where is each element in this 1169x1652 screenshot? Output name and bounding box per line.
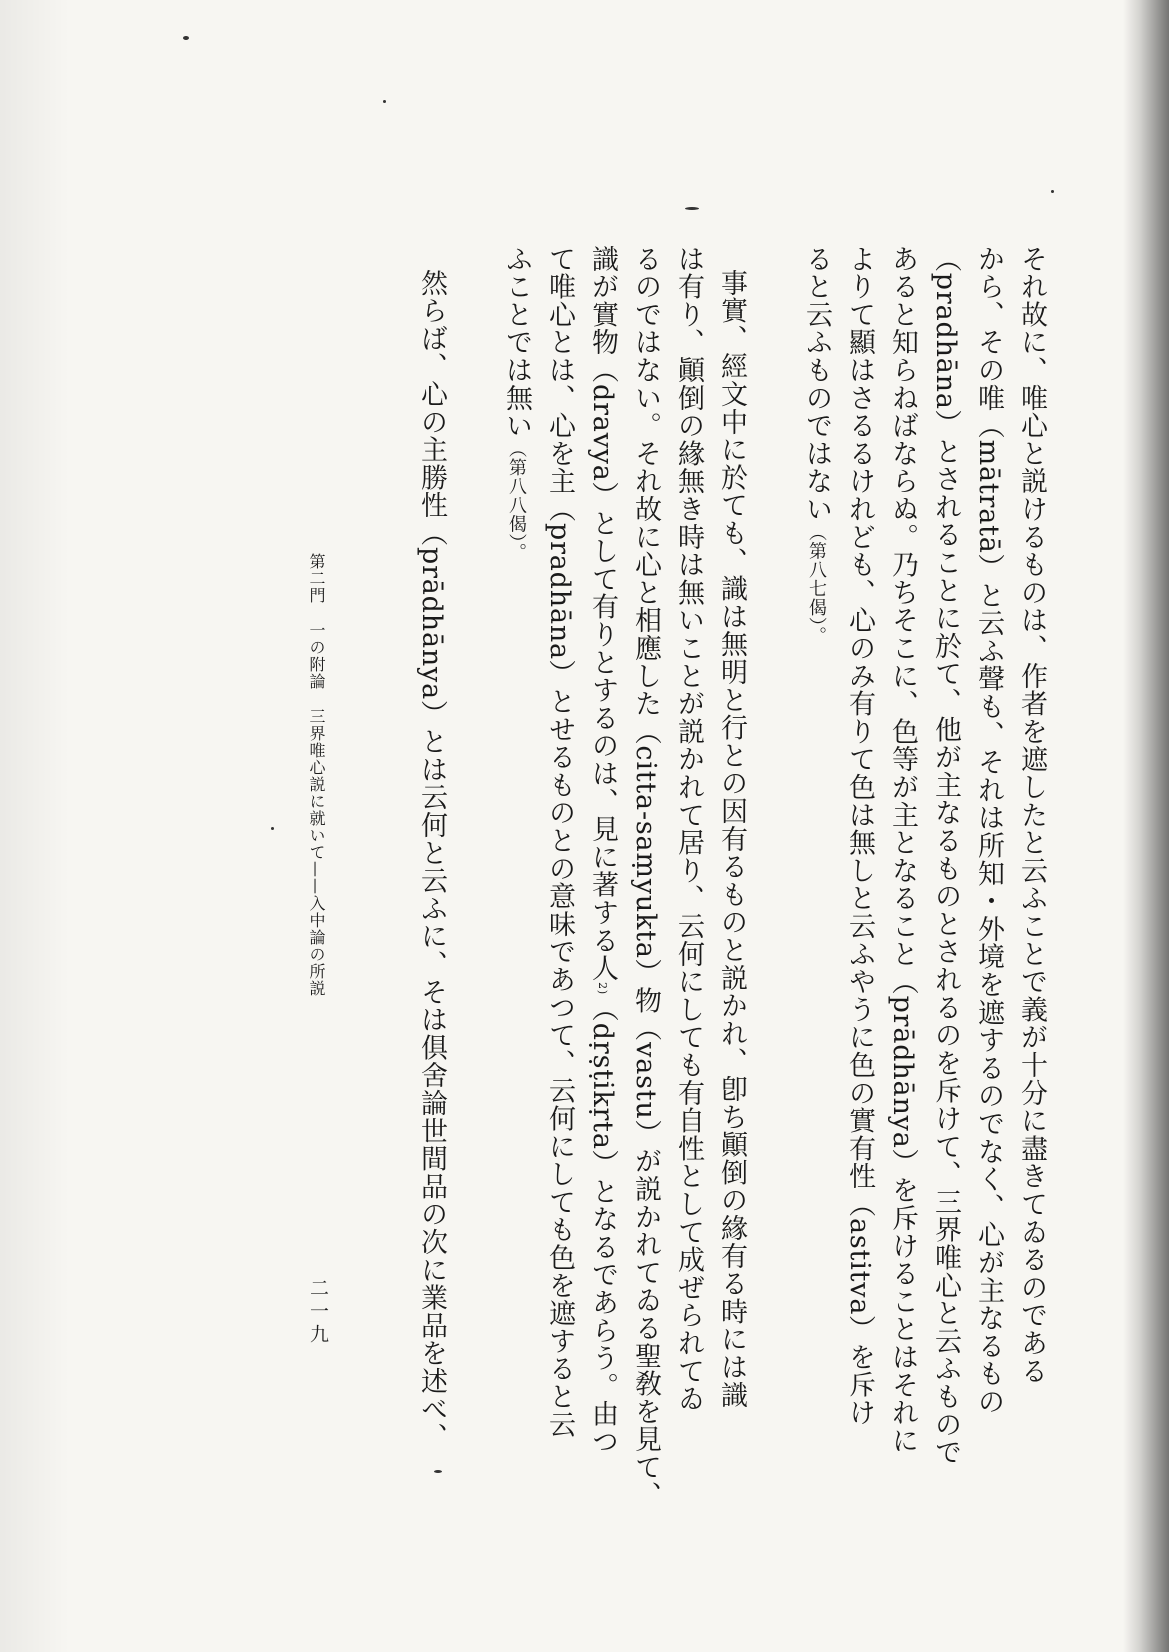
scan-speck — [434, 1470, 442, 1473]
text-column-9: るのではない。それ故に心と相應した（citta-saṃyukta）物（vastu）が説かれてゐる聖敎を見て、 — [630, 245, 661, 1509]
running-head-section: 第二門 — [307, 553, 326, 604]
text-column-13: 然らば、心の主勝性（prādhānya）とは云何と云ふに、そは俱舍論世間品の次に業品を述べ、 — [416, 269, 447, 1451]
running-head-title: 三界唯心説に就いて——入中論の所説 — [307, 708, 326, 997]
scan-speck — [685, 207, 699, 210]
running-head — [305, 553, 328, 997]
footnote-marker: 2) — [596, 982, 609, 995]
text-column-4: あると知らねばならぬ。乃ちそこに、色等が主となること（prādhānya）を斥けることはそれに — [887, 245, 918, 1455]
text-column-12 — [503, 245, 530, 562]
text-column-1: それ故に、唯心と説けるものは、作者を遮したと云ふことで義が十分に盡きてゐるのである — [1016, 245, 1047, 1385]
text-column-2: から、その唯（mātratā）と云ふ聲も、それは所知・外境を遮するのでなく、心が主なるもの — [973, 245, 1004, 1416]
text-column-12-body: ふことでは無い — [501, 245, 532, 440]
text-column-5: よりて顯はさるるけれども、心のみ有りて色は無しと云ふやうに色の實有性（astitva）を斥け — [844, 245, 875, 1427]
text-column-3: （pradhāna）とされることに於て、他が主なるものとされるのを斥けて、三界唯心と云ふもので — [930, 245, 961, 1467]
verse-note-87: （第八七偈）。 — [806, 523, 827, 646]
verse-note-88: （第八八偈）。 — [506, 439, 527, 563]
text-column-10 — [589, 245, 616, 1456]
scan-speck — [383, 100, 386, 103]
scan-speck — [183, 36, 189, 40]
text-column-11: て唯心とは、心を主（pradhāna）とせるものとの意味であつて、云何にしても色を遮すると云 — [544, 245, 575, 1439]
page-number: 二一九 — [307, 1278, 329, 1347]
text-column-10-a: 識が實物（dravya）として有りとするのは、見に著する人 — [587, 245, 618, 983]
text-column-6 — [803, 245, 830, 646]
text-column-10-b: （dṛṣṭikṛta）となるであらう。由つ — [587, 994, 618, 1456]
scan-speck — [271, 827, 274, 830]
running-head-chapter: 一の附論 — [307, 622, 326, 690]
scan-edge-shadow — [1123, 0, 1169, 1652]
text-column-8: は有り、顚倒の緣無き時は無いことが説かれて居り、云何にしても有自性として成ぜられてゐ — [673, 245, 704, 1413]
text-column-7: 事實、經文中に於ても、識は無明と行との因有るものと説かれ、卽ち顚倒の緣有る時には識 — [716, 269, 747, 1409]
text-column-6-body: ると云ふものではない — [801, 245, 832, 523]
scan-speck — [1051, 190, 1054, 193]
scan-left-shadow — [0, 0, 70, 1652]
